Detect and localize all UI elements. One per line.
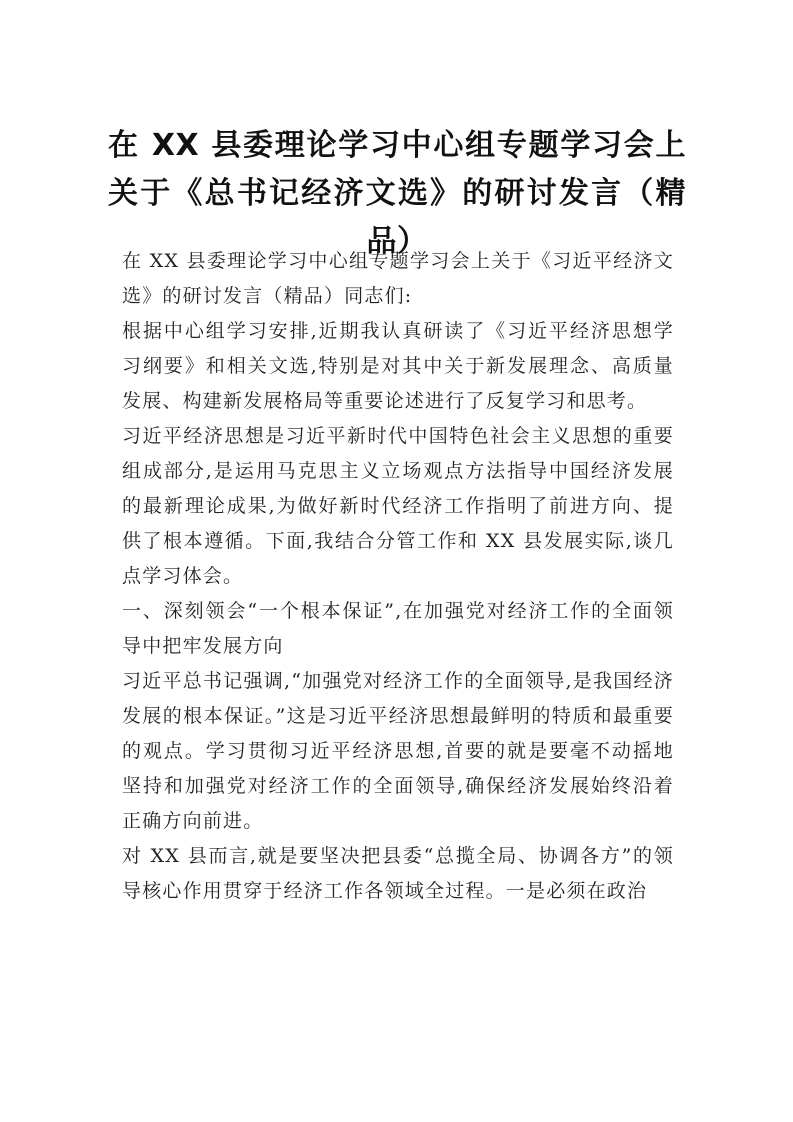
paragraph-opening: 在 XX 县委理论学习中心组专题学习会上关于《习近平经济文选》的研讨发言（精品）同志们:: [122, 250, 674, 307]
paragraph-party-leadership: 习近平总书记强调,“加强党对经济工作的全面领导,是我国经济发展的根本保证。”这是习近平经济思想最鲜明的特质和最重要的观点。学习贯彻习近平经济思想,首要的就是要毫不动摇地坚持和加强党对经济工作的全面领导,确保经济发展始终沿着正确方向前进。: [122, 670, 674, 832]
document-title: 在 XX 县委理论学习中心组专题学习会上关于《总书记经济文选》的研讨发言（精品）: [108, 128, 686, 259]
paragraph-county-practice: 对 XX 县而言,就是要坚决把县委“总揽全局、协调各方”的领导核心作用贯穿于经济工作各领域全过程。一是必须在政治: [122, 845, 674, 902]
paragraph-study-arrangement: 根据中心组学习安排,近期我认真研读了《习近平经济思想学习纲要》和相关文选,特别是对其中关于新发展理念、高质量发展、构建新发展格局等重要论述进行了反复学习和思考。: [122, 320, 674, 412]
section-heading-one: 一、深刻领会“一个根本保证”,在加强党对经济工作的全面领导中把牢发展方向: [122, 600, 674, 657]
document-body: [122, 244, 674, 909]
paragraph-thought-overview: 习近平经济思想是习近平新时代中国特色社会主义思想的重要组成部分,是运用马克思主义立场观点方法指导中国经济发展的最新理论成果,为做好新时代经济工作指明了前进方向、提供了根本遵循。下面,我结合分管工作和 XX 县发展实际,谈几点学习体会。: [122, 425, 674, 587]
